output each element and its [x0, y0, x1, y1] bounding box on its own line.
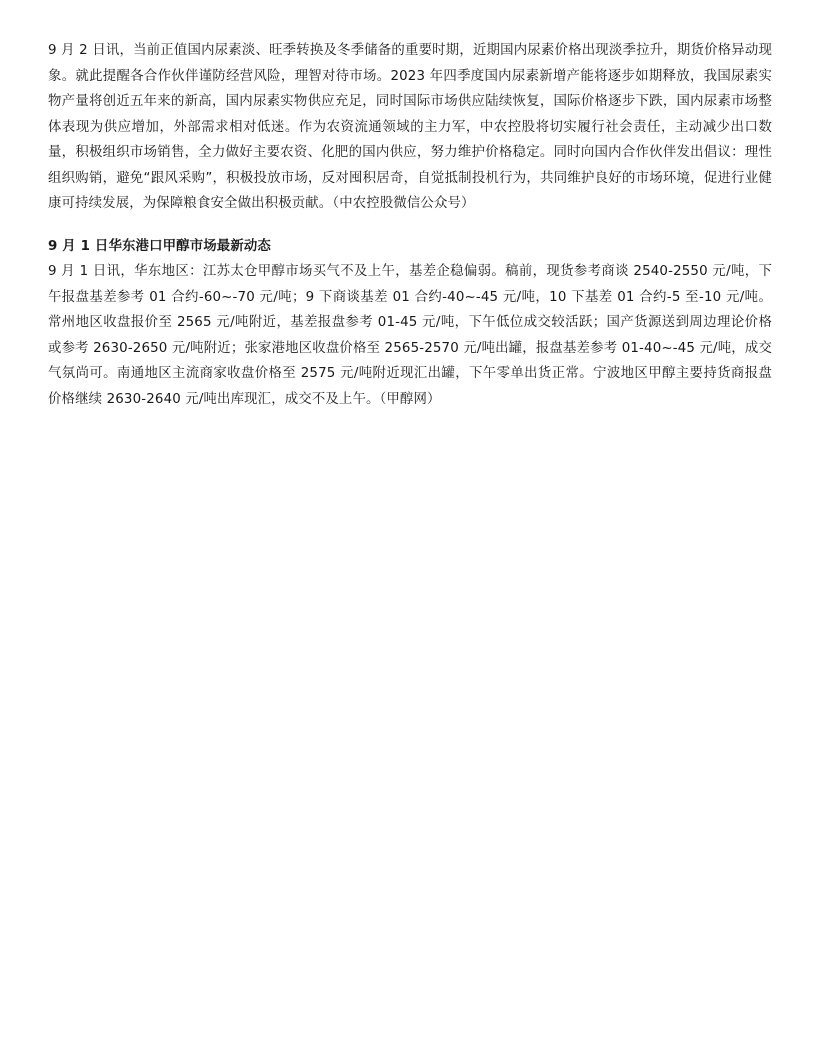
urea-news-paragraph: 9 月 2 日讯，当前正值国内尿素淡、旺季转换及冬季储备的重要时期，近期国内尿素价格出现淡季拉升，期货价格异动现象。就此提醒各合作伙伴谨防经营风险，理智对待市场。2023 年四季度国内尿素新增产能将逐步如期释放，我国尿素实物产量将创近五年来的新高，国内尿素实物供应充足，同时国际市场供应陆续恢复，国际价格逐步下跌，国内尿素市场整体表现为供应增加，外部需求相对低迷。作为农资流通领域的主力军，中农控股将切实履行社会责任，主动减少出口数量，积极组织市场销售，全力做好主要农资、化肥的国内供应，努力维护价格稳定。同时向国内合作伙伴发出倡议：理性组织购销，避免“跟风采购”，积极投放市场，反对囤积居奇，自觉抵制投机行为，共同维护良好的市场环境，促进行业健康可持续发展，为保障粮食安全做出积极贡献。（中农控股微信公众号）: [48, 43, 772, 211]
methanol-news-paragraph: 9 月 1 日讯，华东地区：江苏太仓甲醇市场买气不及上午，基差企稳偏弱。稿前，现货参考商谈 2540-2550 元/吨，下午报盘基差参考 01 合约-60~-70 元/吨；9 下商谈基差 01 合约-40~-45 元/吨，10 下基差 01 合约-5 至-10 元/吨。常州地区收盘报价至 2565 元/吨附近，基差报盘参考 01-45 元/吨，下午低位成交较活跃；国产货源送到周边理论价格或参考 2630-2650 元/吨附近；张家港地区收盘价格至 2565-2570 元/吨出罐，报盘基差参考 01-40~-45 元/吨，成交气氛尚可。南通地区主流商家收盘价格至 2575 元/吨附近现汇出罐，下午零单出货正常。宁波地区甲醇主要持货商报盘价格继续 2630-2640 元/吨出库现汇，成交不及上午。（甲醇网）: [48, 264, 773, 407]
document-page: [48, 38, 772, 412]
methanol-news-heading: 9 月 1 日华东港口甲醇市场最新动态: [48, 238, 271, 254]
